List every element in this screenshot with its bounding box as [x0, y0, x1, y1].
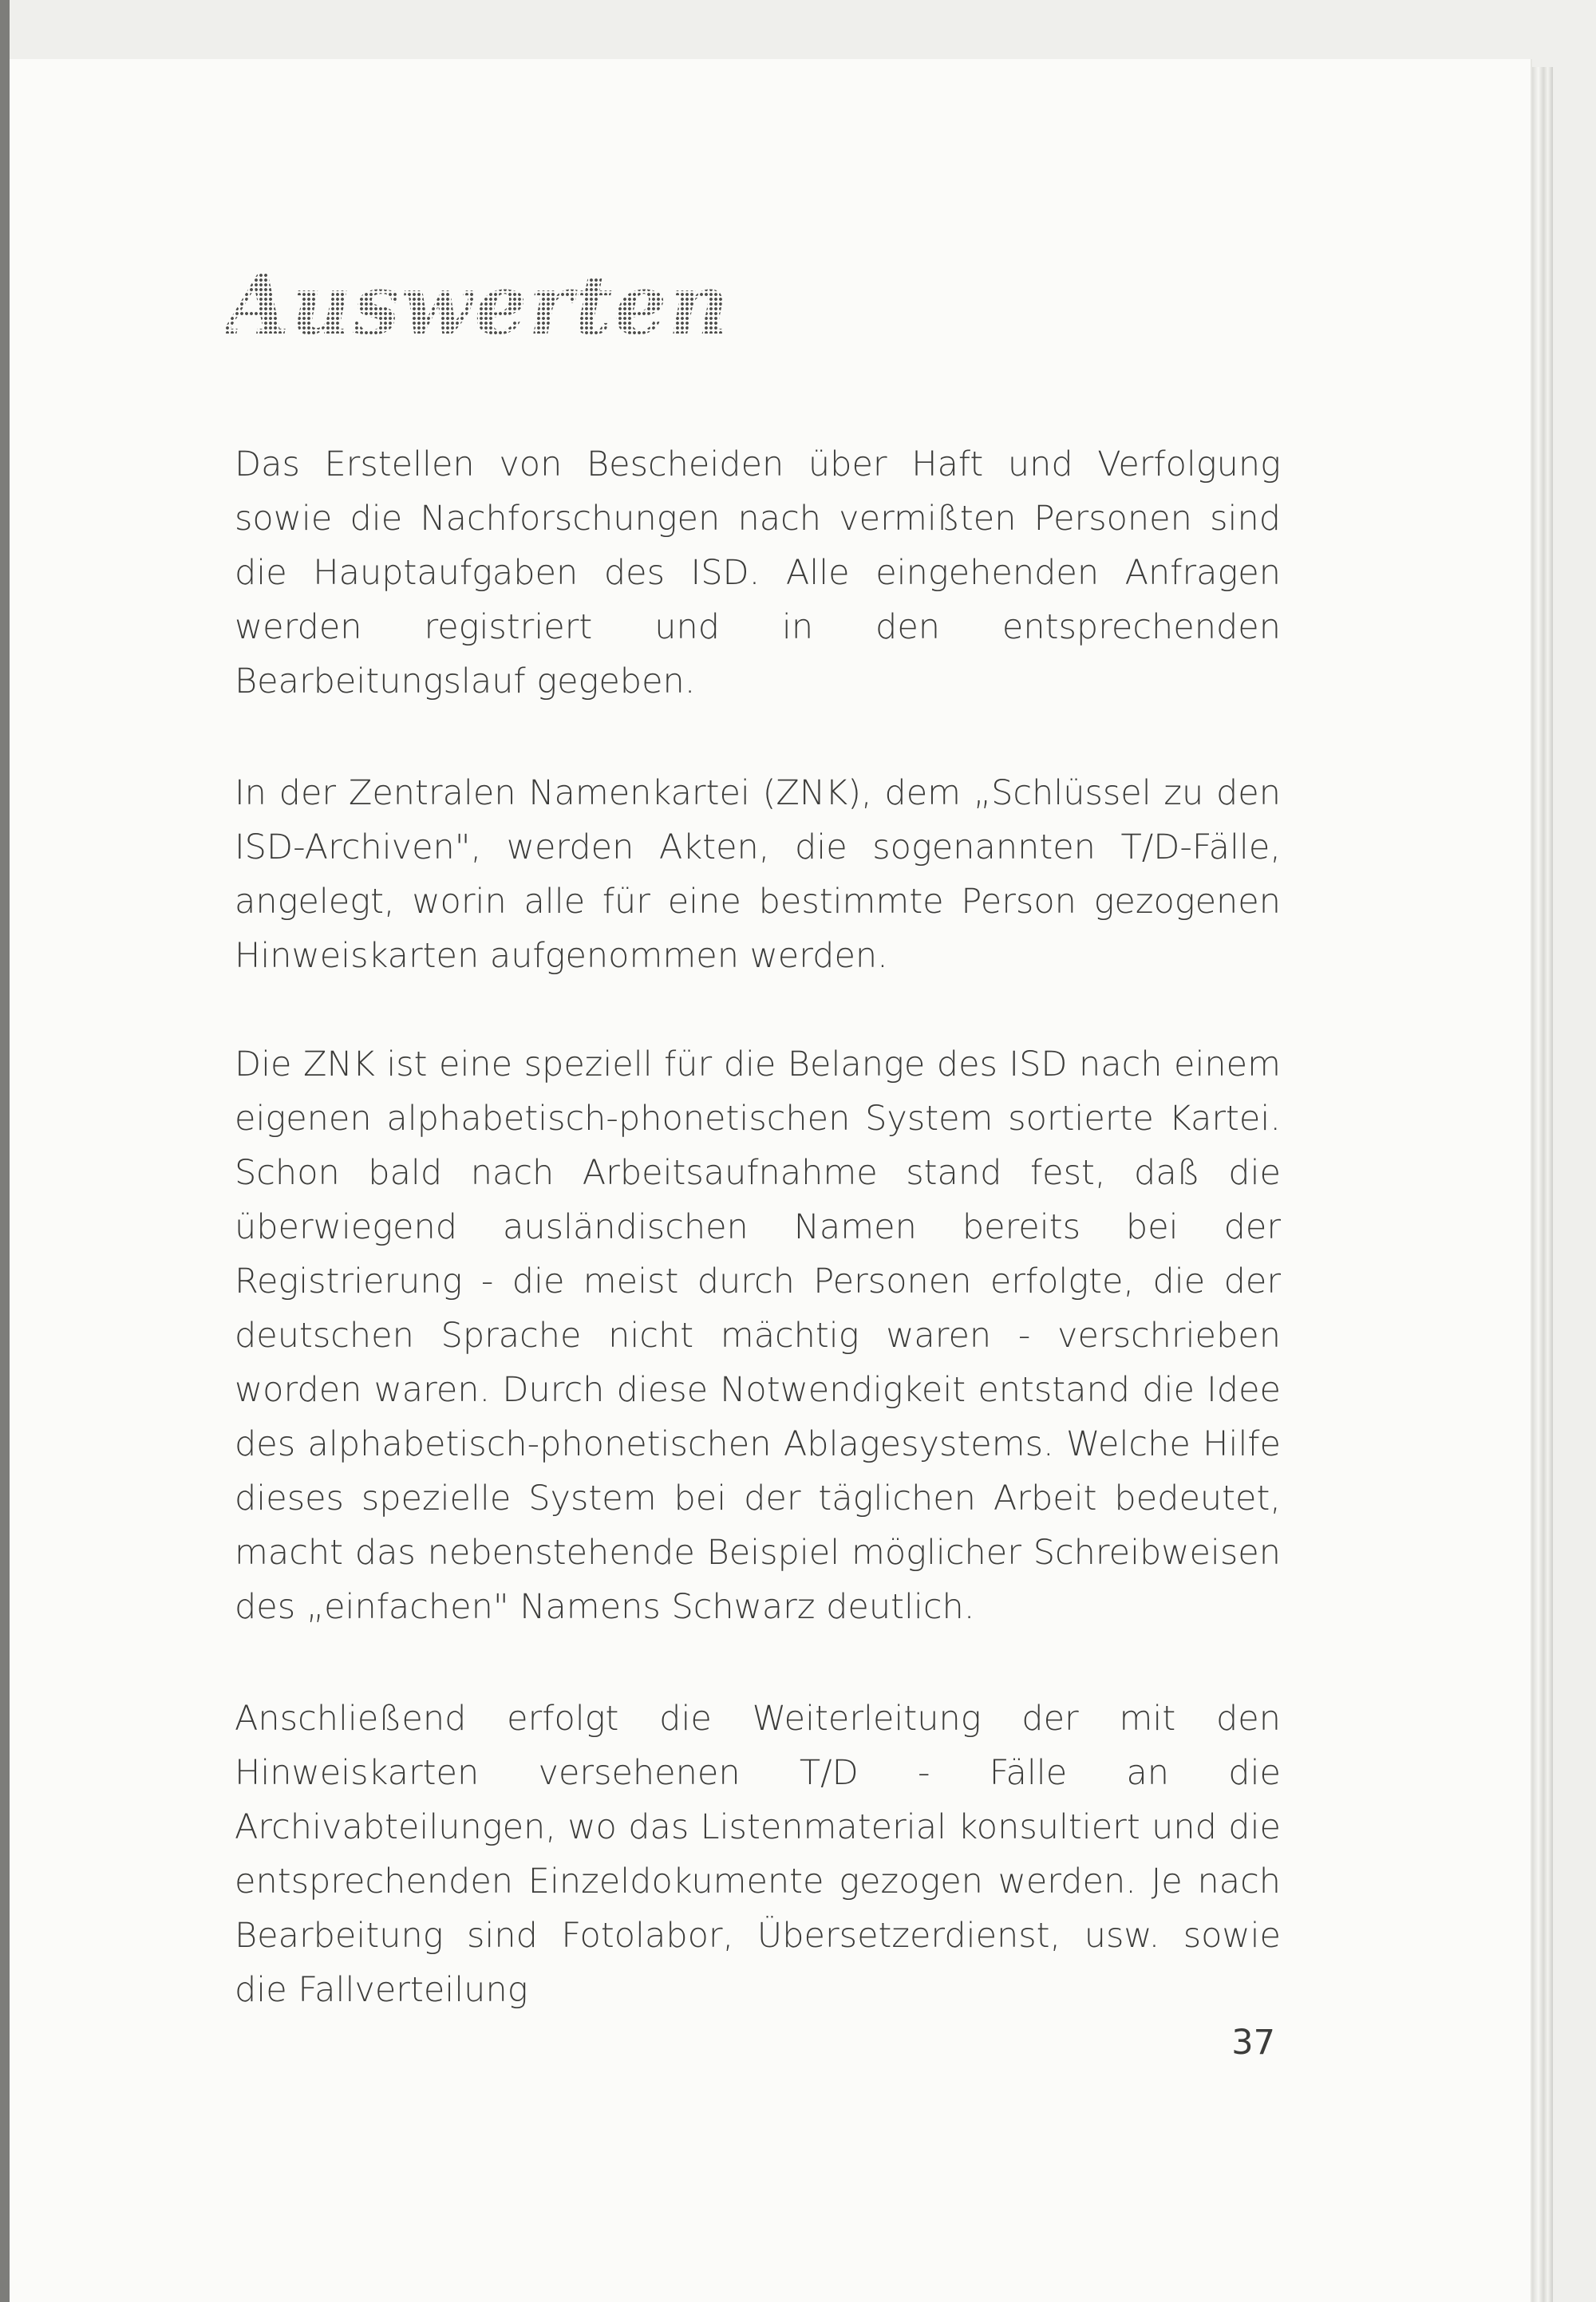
- paragraph-3: Die ZNK ist eine speziell für die Belange des ISD nach einem eigenen alphabetisch-phonetischen System sortierte Kartei. Schon bald nach Arbeitsaufnahme stand fest, daß die überwiegend ausländischen Namen bereits bei der Registrierung - die meist durch Personen erfolgte, die der deutschen Sprache nicht mächtig waren - verschrieben worden waren. Durch diese Notwendigkeit entstand die Idee des alphabetisch-phonetischen Ablagesystems. Welche Hilfe dieses spezielle System bei der täglichen Arbeit bedeutet, macht das nebenstehende Beispiel möglicher Schreibweisen des „einfachen" Namens Schwarz deutlich.: [235, 1044, 1281, 1627]
- paragraph-4: Anschließend erfolgt die Weiterleitung der mit den Hinweiskarten versehenen T/D - Fälle an die Archivabteilungen, wo das Listenmaterial konsultiert und die entsprechenden Einzeldokumente gezogen werden. Je nach Bearbeitung sind Fotolabor, Übersetzerdienst, usw. sowie die Fallverteilung: [235, 1699, 1281, 2010]
- page-heading: Auswerten: [225, 255, 731, 353]
- scan-edge-left: [0, 0, 10, 2302]
- page-stack-edge: [1532, 67, 1553, 2302]
- page-number: 37: [1231, 2023, 1275, 2063]
- paragraph-1: Das Erstellen von Bescheiden über Haft und Verfolgung sowie die Nachforschungen nach vermißten Personen sind die Hauptaufgaben des ISD. Alle eingehenden Anfragen werden registriert und in den entsprechenden Bearbeitungslauf gegeben.: [235, 444, 1281, 701]
- paragraph-2: In der Zentralen Namenkartei (ZNK), dem „Schlüssel zu den ISD-Archiven", werden Akten, die sogenannten T/D-Fälle, angelegt, worin alle für eine bestimmte Person gezogenen Hinweiskarten aufgenommen werden.: [235, 773, 1281, 976]
